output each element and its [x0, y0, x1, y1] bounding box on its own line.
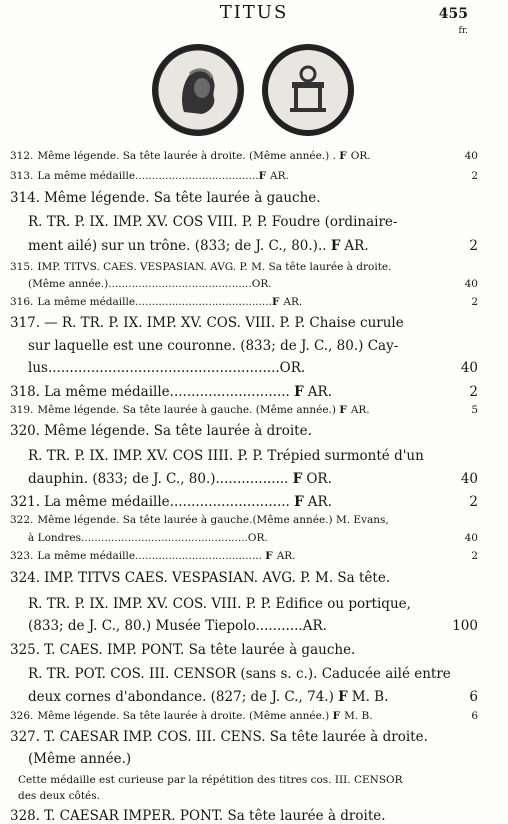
entry-text-line: [28, 751, 478, 767]
entry-description: dauphin. (833; de J. C., 80.).................: [28, 471, 293, 487]
entry-description: R̄. TR. P. IX. IMP. XV. COS IIII. P. P. Trépied surmonté d'un: [28, 448, 424, 464]
entry-text-line: [10, 514, 460, 526]
entry-description: (Même année.)...........................................: [28, 278, 252, 290]
metal-label: OR.: [279, 360, 306, 376]
entry-number: 325.: [10, 642, 41, 658]
price-value: 40: [464, 278, 478, 290]
entry-description: Même légende. Sa tête laurée à gauche. (Même année.): [37, 404, 340, 416]
entry-text-line: [28, 471, 478, 487]
metal-label: M. B.: [344, 710, 373, 722]
entry-text-line: [28, 689, 478, 705]
entry-text-line: [28, 338, 478, 354]
metal-label: AR.: [350, 404, 370, 416]
coin-reverse-image: [260, 42, 356, 138]
metal-label: OR.: [350, 150, 371, 162]
entry-text-line: [10, 170, 460, 182]
entry-text-line: [28, 278, 478, 290]
entry-description: La même médaille.........................................: [37, 296, 272, 308]
entry-description: (833; de J. C., 80.) Musée Tiepolo...........: [28, 618, 303, 634]
entry-text-line: [10, 190, 460, 206]
entry-text-line: [10, 384, 460, 400]
entry-text-line: [18, 774, 468, 786]
entry-text-line: [10, 150, 460, 162]
entry-text-line: [28, 238, 478, 254]
entry-number: 318.: [10, 384, 41, 400]
entry-text-line: [18, 790, 468, 802]
rarity-mark: F: [339, 150, 347, 162]
metal-label: AR.: [302, 618, 327, 634]
price-value: 40: [464, 150, 478, 162]
entry-description: Même légende. Sa tête laurée à droite. (Même année.): [37, 710, 333, 722]
rarity-mark: F: [294, 384, 304, 400]
price-value: 2: [469, 494, 478, 510]
metal-label: M. B.: [351, 689, 389, 705]
price-value: 40: [464, 532, 478, 544]
coin-illustrations: [150, 42, 360, 142]
entry-text-line: [28, 448, 478, 464]
entry-description: — R̄. TR. P. IX. IMP. XV. COS. VIII. P. P. Chaise curule: [44, 315, 404, 331]
entry-number: 314.: [10, 190, 41, 206]
price-value: 5: [471, 404, 478, 416]
entry-description: IMP. TITVS. CAES. VESPASIAN. AVG. P. M. Sa tête laurée à droite.: [37, 261, 392, 273]
metal-label: AR.: [307, 384, 332, 400]
entry-number: 317.: [10, 315, 41, 331]
entry-number: 313.: [10, 170, 34, 182]
entry-description: R̄. TR. P. IX. IMP. XV. COS. VIII. P. P. Édifice ou portique,: [28, 596, 411, 612]
entry-description: T. CAES. IMP. PONT. Sa tête laurée à gauche.: [44, 642, 356, 658]
entry-number: 326.: [10, 710, 34, 722]
price-value: 100: [452, 618, 478, 634]
entry-text-line: [10, 550, 460, 562]
rarity-mark: F: [338, 689, 348, 705]
entry-description: ment ailé) sur un trône. (833; de J. C., 80.)..: [28, 238, 331, 254]
entry-description: à Londres..................................................: [28, 532, 248, 544]
entry-number: 327.: [10, 729, 41, 745]
entry-description: T. CAESAR IMP. COS. III. CENS. Sa tête laurée à droite.: [44, 729, 428, 745]
entry-description: sur laquelle est une couronne. (833; de J. C., 80.) Cay-: [28, 338, 399, 354]
entry-text-line: [28, 214, 478, 230]
entry-description: La même médaille.....................................: [37, 170, 259, 182]
entry-number: 320.: [10, 423, 41, 439]
entry-description: Cette médaille est curieuse par la répétition des titres cos. III. CENSOR: [18, 774, 403, 786]
entry-text-line: [10, 710, 460, 722]
entry-text-line: [28, 618, 478, 634]
price-value: 2: [471, 296, 478, 308]
entry-text-line: [10, 570, 460, 586]
entry-text-line: [10, 261, 460, 273]
page-title: TITUS: [219, 2, 289, 23]
metal-label: AR.: [276, 550, 296, 562]
page-number: 455: [438, 6, 468, 22]
entry-description: Même légende. Sa tête laurée à droite. (Même année.) .: [37, 150, 340, 162]
entry-text-line: [10, 494, 460, 510]
entry-number: 315.: [10, 261, 34, 273]
price-value: 6: [469, 689, 478, 705]
metal-label: OR.: [306, 471, 332, 487]
entry-text-line: [28, 666, 478, 682]
entry-description: des deux côtés.: [18, 790, 100, 802]
entry-description: La même médaille............................: [44, 384, 295, 400]
entry-number: 321.: [10, 494, 41, 510]
metal-label: AR.: [283, 296, 303, 308]
metal-label: AR.: [307, 494, 332, 510]
rarity-mark: F: [292, 471, 303, 487]
entry-text-line: [10, 296, 460, 308]
coin-obverse-image: [150, 42, 246, 138]
entry-description: La même médaille......................................: [37, 550, 266, 562]
price-unit: fr.: [458, 26, 468, 36]
entry-number: 312.: [10, 150, 34, 162]
entry-description: Même légende. Sa tête laurée à gauche.(Même année.) M. Evans,: [37, 514, 389, 526]
entry-number: 322.: [10, 514, 34, 526]
page-header: [0, 0, 508, 40]
entry-number: 328.: [10, 808, 41, 824]
entry-description: deux cornes d'abondance. (827; de J. C., 74.): [28, 689, 339, 705]
rarity-mark: F: [339, 404, 347, 416]
price-value: 2: [471, 550, 478, 562]
entry-description: La même médaille............................: [44, 494, 295, 510]
entry-description: lus......................................................: [28, 360, 280, 376]
entry-number: 319.: [10, 404, 34, 416]
entry-number: 316.: [10, 296, 34, 308]
rarity-mark: F: [271, 296, 280, 308]
entry-description: R̄. TR. P. IX. IMP. XV. COS VIII. P. P. Foudre (ordinaire-: [28, 214, 398, 230]
price-value: 40: [460, 471, 478, 487]
rarity-mark: F: [332, 710, 341, 722]
price-value: 2: [469, 238, 478, 254]
entry-text-line: [10, 423, 460, 439]
entry-text-line: [10, 729, 460, 745]
price-value: 2: [471, 170, 478, 182]
rarity-mark: F: [258, 170, 267, 182]
entry-text-line: [28, 532, 478, 544]
price-value: 40: [460, 360, 478, 376]
entry-text-line: [10, 404, 460, 416]
entry-description: (Même année.): [28, 751, 132, 767]
price-value: 6: [471, 710, 478, 722]
entry-description: IMP. TITVS CAES. VESPASIAN. AVG. P. M. Sa tête.: [44, 570, 391, 586]
entry-text-line: [10, 315, 460, 331]
entry-number: 323.: [10, 550, 34, 562]
entry-description: Même légende. Sa tête laurée à gauche.: [44, 190, 321, 206]
entry-description: Même légende. Sa tête laurée à droite.: [44, 423, 312, 439]
entry-text-line: [10, 642, 460, 658]
metal-label: AR.: [344, 238, 369, 254]
rarity-mark: F: [265, 550, 273, 562]
metal-label: OR.: [247, 532, 268, 544]
entry-text-line: [28, 596, 478, 612]
rarity-mark: F: [294, 494, 304, 510]
entry-number: 324.: [10, 570, 41, 586]
metal-label: AR.: [270, 170, 289, 182]
metal-label: OR.: [251, 278, 272, 290]
rarity-mark: F: [330, 238, 341, 254]
entry-description: T. CAESAR IMPER. PONT. Sa tête laurée à droite.: [44, 808, 386, 824]
price-value: 2: [469, 384, 478, 400]
entry-text-line: [28, 360, 478, 376]
entry-description: R̄. TR. POT. COS. III. CENSOR (sans s. c.). Caducée ailé entre: [28, 666, 451, 682]
